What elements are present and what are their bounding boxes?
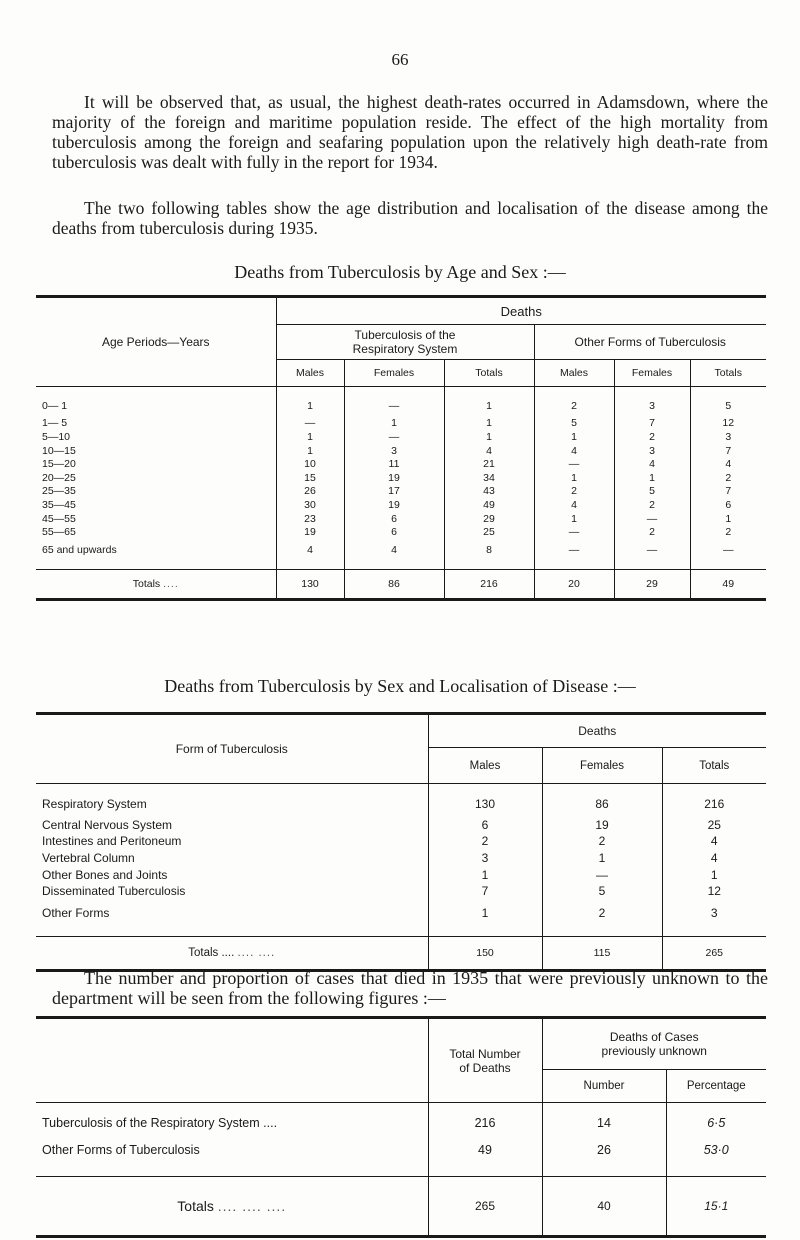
totals-label: Totals .... <box>36 569 276 599</box>
table-cell: 49 <box>428 1136 542 1177</box>
table-cell: — <box>614 539 690 569</box>
row-label: 15—20 <box>42 458 76 471</box>
col-header: Males <box>534 360 614 387</box>
table-cell: 6 <box>690 498 766 512</box>
table-row <box>36 417 766 431</box>
table-cell: 29 <box>444 512 534 526</box>
table-row <box>36 387 766 417</box>
table-cell: 53·0 <box>666 1136 766 1177</box>
table-cell: 7 <box>690 444 766 458</box>
table-cell: 4 <box>276 539 344 569</box>
blank-header-cell <box>36 1018 428 1103</box>
table-cell: 26 <box>542 1136 666 1177</box>
table-cell: 2 <box>428 833 542 850</box>
row-label: 5—10 <box>42 430 71 443</box>
table-row <box>36 444 766 458</box>
table-cell: 4 <box>662 833 766 850</box>
table-row <box>36 430 766 444</box>
row-label: Disseminated Tuberculosis <box>42 884 186 899</box>
table-row <box>36 539 766 569</box>
table-cell: 130 <box>428 784 542 817</box>
row-label: Other Forms <box>42 905 110 920</box>
table-cell: 34 <box>444 471 534 485</box>
row-label: 10—15 <box>42 444 76 457</box>
table-cell: 4 <box>534 498 614 512</box>
age-periods-header: Age Periods—Years <box>36 297 276 387</box>
table-cell: 4 <box>534 444 614 458</box>
table-cell: 5 <box>534 417 614 431</box>
table-cell: — <box>344 387 444 417</box>
table-cell: — <box>614 512 690 526</box>
table-row <box>36 817 766 834</box>
paragraph-unknown-cases: The number and proportion of cases that died in 1935 that were previously unknown to the department will be seen from the following figures :— <box>52 968 768 1008</box>
table-cell: 1 <box>542 850 662 867</box>
totals-cell: 130 <box>276 569 344 599</box>
col-header: Females <box>542 748 662 784</box>
totals-cell: 265 <box>662 937 766 971</box>
table-cell: 7 <box>690 485 766 499</box>
table-cell: — <box>534 457 614 471</box>
table-cell: 2 <box>534 485 614 499</box>
table-cell: 3 <box>614 444 690 458</box>
row-label: 65 and upwards <box>42 543 117 556</box>
totals-cell: 29 <box>614 569 690 599</box>
table-cell: 3 <box>662 900 766 937</box>
table-cell: 5 <box>614 485 690 499</box>
table-cell: 11 <box>344 457 444 471</box>
table-cell: 1 <box>534 430 614 444</box>
deaths-group-header: Deaths <box>428 714 766 748</box>
table-row <box>36 471 766 485</box>
table-cell: — <box>542 866 662 883</box>
row-label: Other Bones and Joints <box>42 867 168 882</box>
table-cell: 1 <box>344 417 444 431</box>
col-header: Totals <box>662 748 766 784</box>
table-row <box>36 1103 766 1136</box>
col-header: Totals <box>690 360 766 387</box>
table-cell: 1 <box>534 512 614 526</box>
row-label: 45—55 <box>42 512 76 525</box>
form-of-tb-header: Form of Tuberculosis <box>36 714 428 784</box>
table-cell: 12 <box>690 417 766 431</box>
table-cell: 1 <box>690 512 766 526</box>
table-cell: 1 <box>614 471 690 485</box>
row-label: 55—65 <box>42 526 76 539</box>
table-cell: 4 <box>690 457 766 471</box>
table-cell: 2 <box>614 498 690 512</box>
table-cell: 21 <box>444 457 534 471</box>
table-cell: 15 <box>276 471 344 485</box>
totals-cell: 150 <box>428 937 542 971</box>
row-label: Other Forms of Tuberculosis <box>42 1142 200 1157</box>
total-deaths-header: Total Number of Deaths <box>428 1018 542 1103</box>
row-label: Intestines and Peritoneum <box>42 834 182 849</box>
table-cell: — <box>534 525 614 539</box>
previously-unknown-header: Deaths of Cases previously unknown <box>542 1018 766 1070</box>
table-cell: 14 <box>542 1103 666 1136</box>
table-cell: 3 <box>428 850 542 867</box>
table-cell: — <box>690 539 766 569</box>
table-cell: 26 <box>276 485 344 499</box>
table-cell: 30 <box>276 498 344 512</box>
table-cell: 2 <box>690 525 766 539</box>
table-row <box>36 498 766 512</box>
table-row <box>36 485 766 499</box>
table-row <box>36 525 766 539</box>
totals-label: Totals .... .... .... <box>36 937 428 971</box>
totals-label: Totals .... .... .... <box>36 1177 428 1237</box>
table-cell: 7 <box>614 417 690 431</box>
table-cell: 1 <box>276 444 344 458</box>
table-cell: 6 <box>344 525 444 539</box>
table-row <box>36 1136 766 1177</box>
col-header: Males <box>428 748 542 784</box>
table-cell: 17 <box>344 485 444 499</box>
table-cell: 10 <box>276 457 344 471</box>
table-cell: 2 <box>690 471 766 485</box>
table-cell: 216 <box>662 784 766 817</box>
page-number: 66 <box>391 50 409 69</box>
table-cell: 3 <box>344 444 444 458</box>
table-cell: — <box>344 430 444 444</box>
table-cell: 1 <box>444 430 534 444</box>
paragraph-tables-intro: The two following tables show the age distribution and localisation of the disease among the deaths from tuberculosis during 1935. <box>52 198 768 238</box>
table-row <box>36 833 766 850</box>
table-cell: 4 <box>614 457 690 471</box>
table-cell: 1 <box>428 900 542 937</box>
table-cell: 8 <box>444 539 534 569</box>
row-label: 35—45 <box>42 498 76 511</box>
table-cell: 25 <box>444 525 534 539</box>
totals-cell: 49 <box>690 569 766 599</box>
table-cell: 19 <box>344 471 444 485</box>
table-cell: 2 <box>614 430 690 444</box>
table-cell: 2 <box>614 525 690 539</box>
table-cell: — <box>276 417 344 431</box>
row-label: 1— 5 <box>42 417 68 430</box>
other-forms-subheader: Other Forms of Tuberculosis <box>534 325 766 360</box>
totals-cell: 265 <box>428 1177 542 1237</box>
table-cell: 43 <box>444 485 534 499</box>
totals-cell: 40 <box>542 1177 666 1237</box>
col-header: Males <box>276 360 344 387</box>
table-cell: 1 <box>534 471 614 485</box>
table-cell: 1 <box>428 866 542 883</box>
table-cell: 2 <box>542 900 662 937</box>
totals-cell: 216 <box>444 569 534 599</box>
table-cell: 2 <box>534 387 614 417</box>
table-cell: 1 <box>444 387 534 417</box>
row-label: Central Nervous System <box>42 817 173 832</box>
row-label: Tuberculosis of the Respiratory System .... <box>42 1116 278 1131</box>
table-cell: 25 <box>662 817 766 834</box>
table1-caption: Deaths from Tuberculosis by Age and Sex :— <box>234 262 566 282</box>
table-cell: 6 <box>428 817 542 834</box>
col-header: Females <box>344 360 444 387</box>
row-label: Vertebral Column <box>42 851 135 866</box>
table-cell: 5 <box>690 387 766 417</box>
table-cell: 1 <box>276 387 344 417</box>
paragraph-death-rates: It will be observed that, as usual, the highest death-rates occurred in Adamsdown, where the majority of the foreign and maritime population reside. The effect of the high mortality from tuberculosis among the foreign and seafaring population upon the relatively high death-rate from tuberculosis was dealt with fully in the report for 1934. <box>52 92 768 172</box>
table-cell: 19 <box>276 525 344 539</box>
deaths-group-header: Deaths <box>276 297 766 325</box>
table-cell: 3 <box>614 387 690 417</box>
table-cell: — <box>534 539 614 569</box>
table-row <box>36 866 766 883</box>
totals-cell: 115 <box>542 937 662 971</box>
table-cell: 4 <box>662 850 766 867</box>
col-header: Females <box>614 360 690 387</box>
totals-cell: 86 <box>344 569 444 599</box>
table-row <box>36 850 766 867</box>
table-cell: 4 <box>344 539 444 569</box>
table-cell: 3 <box>690 430 766 444</box>
table-row <box>36 900 766 937</box>
row-label: 25—35 <box>42 485 76 498</box>
table-cell: 19 <box>344 498 444 512</box>
table-row <box>36 512 766 526</box>
age-sex-table <box>36 295 766 601</box>
table-row <box>36 784 766 817</box>
table2-caption: Deaths from Tuberculosis by Sex and Localisation of Disease :— <box>164 676 636 696</box>
row-label: Respiratory System <box>42 797 147 812</box>
table-cell: 6 <box>344 512 444 526</box>
totals-cell: 15·1 <box>666 1177 766 1237</box>
row-label: 20—25 <box>42 471 76 484</box>
localisation-table <box>36 712 766 972</box>
col-header: Totals <box>444 360 534 387</box>
totals-cell: 20 <box>534 569 614 599</box>
table-cell: 7 <box>428 883 542 900</box>
unknown-cases-table <box>36 1016 766 1238</box>
table-cell: 23 <box>276 512 344 526</box>
table-cell: 1 <box>444 417 534 431</box>
table-cell: 6·5 <box>666 1103 766 1136</box>
col-header: Number <box>542 1070 666 1103</box>
table-cell: 1 <box>662 866 766 883</box>
row-label: 0— 1 <box>42 399 68 412</box>
table-cell: 5 <box>542 883 662 900</box>
table-row <box>36 457 766 471</box>
table-row <box>36 883 766 900</box>
table-cell: 216 <box>428 1103 542 1136</box>
respiratory-subheader: Tuberculosis of the Respiratory System <box>276 325 534 360</box>
table-cell: 2 <box>542 833 662 850</box>
col-header: Percentage <box>666 1070 766 1103</box>
table-cell: 86 <box>542 784 662 817</box>
table-cell: 49 <box>444 498 534 512</box>
table-cell: 1 <box>276 430 344 444</box>
table-cell: 19 <box>542 817 662 834</box>
table-cell: 12 <box>662 883 766 900</box>
table-cell: 4 <box>444 444 534 458</box>
